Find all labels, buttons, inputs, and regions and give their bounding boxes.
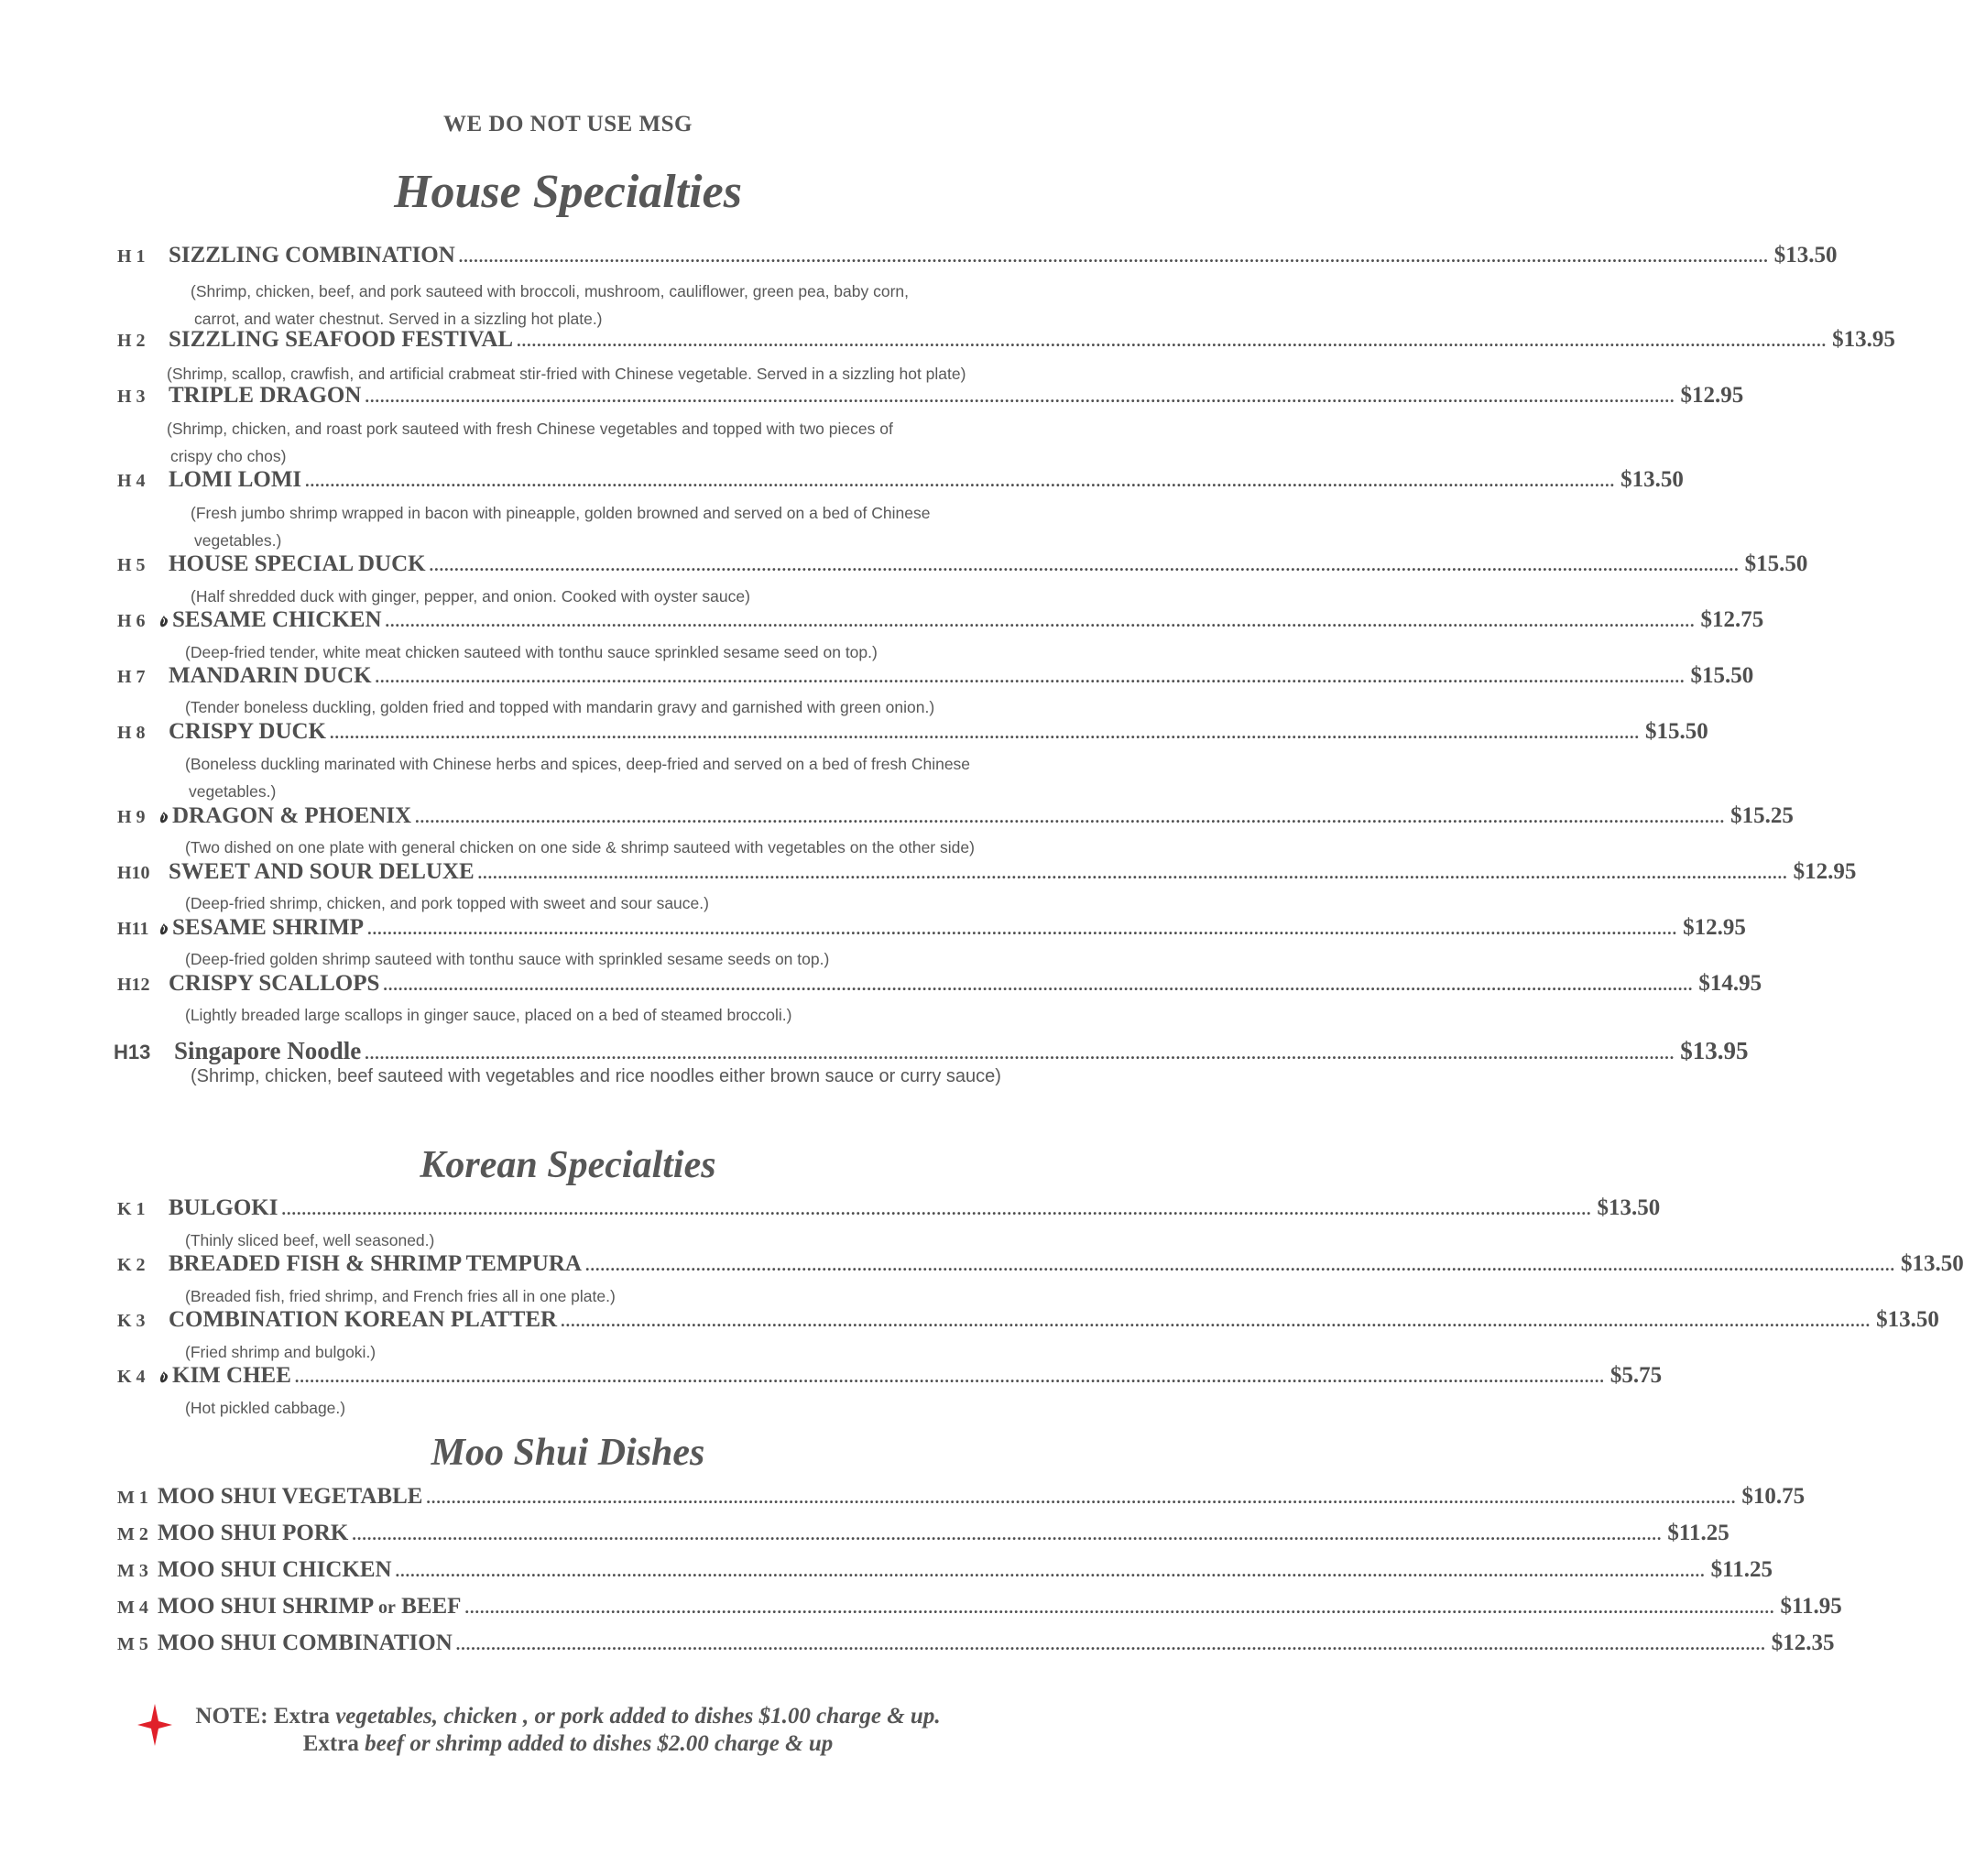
note-line-1-text: vegetables, chicken , or pork added to dishes $1.00 charge & up. [335, 1704, 941, 1729]
item-name-text: BREADED FISH & SHRIMP TEMPURA [169, 1251, 582, 1276]
item-price: $13.50 [1900, 1251, 1964, 1276]
item-name [172, 607, 382, 633]
item-price: $15.50 [1744, 551, 1808, 576]
dot-leader: .................................................................................................................................................................................................................................................................... [385, 612, 1696, 630]
item-code: M 1 [117, 1488, 148, 1508]
dot-leader: .................................................................................................................................................................................................................................................................... [455, 1635, 1766, 1653]
item-name [169, 467, 301, 493]
item-name-text: CRISPY DUCK [169, 719, 326, 744]
item-description-line: (Shrimp, chicken, beef sauteed with vegetables and rice noodles either brown sauce or curry sauce) [191, 1066, 1001, 1086]
item-price: $13.95 [1832, 327, 1895, 352]
item-price: $12.75 [1700, 607, 1764, 632]
item-name [158, 1521, 348, 1546]
item-price: $11.25 [1667, 1521, 1729, 1545]
note-line-2-text: beef or shrimp added to dishes $2.00 charge & up [365, 1731, 834, 1756]
item-price: $13.50 [1773, 243, 1838, 267]
dot-leader: .................................................................................................................................................................................................................................................................... [426, 1489, 1737, 1507]
item-description-line: (Lightly breaded large scallops in ginger sauce, placed on a bed of steamed broccoli.) [185, 1006, 792, 1024]
item-description-line: vegetables.) [189, 782, 277, 801]
item-code: H 3 [117, 387, 146, 407]
item-name-text: MANDARIN DUCK [169, 663, 372, 688]
house-specialties-title: House Specialties [394, 166, 742, 218]
item-description-line: (Half shredded duck with ginger, pepper, and onion. Cooked with oyster sauce) [191, 587, 750, 605]
moo-shui-item-5 [117, 1631, 1835, 1662]
item-name [169, 243, 455, 268]
house-item-3 [117, 383, 1744, 414]
item-name [169, 859, 475, 885]
item-description-line: (Fresh jumbo shrimp wrapped in bacon with pineapple, golden browned and served on a bed of Chinese [191, 504, 931, 522]
item-name [174, 1037, 361, 1065]
house-item-8 [117, 719, 1708, 750]
item-name-text: MOO SHUI VEGETABLE [158, 1484, 423, 1509]
item-code: M 3 [117, 1561, 148, 1581]
item-name-text: SIZZLING SEAFOOD FESTIVAL [169, 327, 514, 352]
hot-pepper-icon [159, 812, 169, 823]
spicy-indicator [156, 922, 169, 939]
item-name-text: MOO SHUI COMBINATION [158, 1631, 453, 1655]
item-name [172, 915, 364, 941]
item-code: H11 [117, 919, 149, 939]
dot-leader: .................................................................................................................................................................................................................................................................... [365, 1044, 1675, 1063]
item-code: M 4 [117, 1598, 148, 1618]
dot-leader: .................................................................................................................................................................................................................................................................... [352, 1525, 1663, 1543]
item-price: $15.50 [1690, 663, 1754, 688]
item-code: H 8 [117, 723, 146, 743]
item-code: H 9 [117, 807, 146, 827]
moo-shui-title: Moo Shui Dishes [431, 1432, 705, 1474]
item-name [169, 1251, 582, 1277]
item-price: $12.95 [1683, 915, 1746, 940]
dot-leader: .................................................................................................................................................................................................................................................................... [367, 920, 1678, 938]
item-name-text: MOO SHUI PORK [158, 1521, 349, 1545]
dot-leader: .................................................................................................................................................................................................................................................................... [561, 1312, 1871, 1330]
item-name [169, 1307, 557, 1333]
item-name [169, 663, 372, 689]
dot-leader: .................................................................................................................................................................................................................................................................... [477, 864, 1788, 882]
item-name-text: TRIPLE DRAGON [169, 383, 362, 408]
korean-item-1 [117, 1195, 1661, 1227]
hot-pepper-icon [159, 923, 169, 935]
item-code: H 6 [117, 611, 146, 631]
note-line-1 [0, 1704, 1136, 1729]
item-description-line: (Hot pickled cabbage.) [185, 1399, 346, 1417]
spicy-indicator [156, 615, 169, 631]
dot-leader: .................................................................................................................................................................................................................................................................... [584, 1256, 1895, 1274]
item-name-tail: BEEF [401, 1594, 462, 1619]
item-name-text: HOUSE SPECIAL DUCK [169, 551, 426, 576]
item-code: K 3 [117, 1311, 146, 1331]
item-name-text: CRISPY SCALLOPS [169, 971, 380, 996]
item-description-line: (Deep-fried golden shrimp sauteed with tonthu sauce with sprinkled sesame seeds on top.) [185, 950, 830, 968]
moo-shui-item-2 [117, 1521, 1729, 1552]
dot-leader: .................................................................................................................................................................................................................................................................... [294, 1368, 1605, 1386]
item-description-line: carrot, and water chestnut. Served in a sizzling hot plate.) [194, 310, 603, 328]
item-name-text: BULGOKI [169, 1195, 278, 1220]
item-name [158, 1557, 392, 1583]
item-name-text: KIM CHEE [172, 1363, 291, 1388]
item-description-line: (Two dished on one plate with general chicken on one side & shrimp sauteed with vegetables on the other side) [185, 838, 975, 856]
item-code: H 2 [117, 331, 146, 351]
house-item-10 [117, 859, 1857, 890]
moo-shui-item-3 [117, 1557, 1773, 1588]
item-price: $13.50 [1597, 1195, 1661, 1220]
item-description-line: (Shrimp, scallop, crawfish, and artificial crabmeat stir-fried with Chinese vegetable. Served in a sizzling hot plate) [167, 365, 966, 383]
item-name-text: SESAME CHICKEN [172, 607, 382, 632]
item-price: $10.75 [1741, 1484, 1806, 1509]
item-code: K 4 [117, 1367, 146, 1387]
house-item-2 [117, 327, 1895, 358]
item-code: H 4 [117, 471, 146, 491]
item-code: H10 [117, 863, 150, 883]
house-item-6 [117, 607, 1764, 638]
item-price: $12.35 [1771, 1631, 1835, 1655]
item-name-conjunction: or [378, 1598, 396, 1618]
item-description-line: (Shrimp, chicken, and roast pork sauteed with fresh Chinese vegetables and topped with two pieces of [167, 420, 893, 438]
dot-leader: .................................................................................................................................................................................................................................................................... [305, 472, 1616, 490]
item-price: $14.95 [1698, 971, 1762, 996]
moo-shui-item-4 [117, 1594, 1842, 1625]
item-code: H 1 [117, 246, 146, 267]
item-code: K 2 [117, 1255, 146, 1275]
item-name [169, 1195, 278, 1221]
dot-leader: .................................................................................................................................................................................................................................................................... [365, 387, 1675, 406]
no-msg-notice: WE DO NOT USE MSG [443, 112, 693, 136]
moo-shui-item-1 [117, 1484, 1806, 1515]
item-description-line: (Boneless duckling marinated with Chinese herbs and spices, deep-fried and served on a bed of fresh Chinese [185, 755, 971, 773]
item-name-text: SESAME SHRIMP [172, 915, 365, 940]
item-description-line: (Fried shrimp and bulgoki.) [185, 1343, 376, 1361]
house-item-9 [117, 803, 1794, 834]
item-code: M 2 [117, 1524, 148, 1544]
item-name-text: SIZZLING COMBINATION [169, 243, 455, 267]
dot-leader: .................................................................................................................................................................................................................................................................... [517, 332, 1828, 350]
note-line-2-label: Extra [302, 1731, 366, 1756]
dot-leader: .................................................................................................................................................................................................................................................................... [383, 976, 1694, 994]
house-item-7 [117, 663, 1754, 694]
note-line-2 [0, 1731, 1136, 1757]
item-name [172, 803, 411, 829]
dot-leader: .................................................................................................................................................................................................................................................................... [464, 1598, 1775, 1617]
item-description-line: crispy cho chos) [170, 447, 287, 465]
spicy-indicator [156, 811, 169, 827]
spicy-indicator [156, 1370, 169, 1387]
item-name [158, 1484, 422, 1510]
house-item-5 [117, 551, 1808, 583]
item-name-text: COMBINATION KOREAN PLATTER [169, 1307, 558, 1332]
item-description-line: (Thinly sliced beef, well seasoned.) [185, 1231, 435, 1249]
item-name [169, 327, 513, 353]
korean-specialties-title: Korean Specialties [420, 1144, 716, 1186]
item-code: H13 [114, 1041, 151, 1063]
item-code: H 5 [117, 555, 146, 575]
item-price: $15.50 [1645, 719, 1708, 744]
dot-leader: .................................................................................................................................................................................................................................................................... [458, 247, 1769, 266]
item-price: $13.95 [1680, 1037, 1749, 1064]
hot-pepper-icon [159, 1371, 169, 1383]
dot-leader: .................................................................................................................................................................................................................................................................... [429, 556, 1740, 574]
item-name [169, 719, 326, 745]
item-name [172, 1363, 291, 1389]
item-price: $15.25 [1730, 803, 1794, 828]
item-description-line: (Shrimp, chicken, beef, and pork sauteed with broccoli, mushroom, cauliflower, green pea, baby corn, [191, 282, 910, 300]
item-description-line: (Breaded fish, fried shrimp, and French fries all in one plate.) [185, 1287, 616, 1305]
hot-pepper-icon [159, 616, 169, 627]
item-name-text: Singapore Noodle [174, 1037, 362, 1064]
item-code: M 5 [117, 1634, 148, 1654]
item-name [158, 1594, 461, 1620]
korean-item-3 [117, 1307, 1939, 1338]
house-item-12 [117, 971, 1762, 1002]
item-name-text: SWEET AND SOUR DELUXE [169, 859, 475, 884]
dot-leader: .................................................................................................................................................................................................................................................................... [375, 668, 1686, 686]
item-price: $11.95 [1780, 1594, 1842, 1619]
item-description-line: (Deep-fried tender, white meat chicken sauteed with tonthu sauce sprinkled sesame seed on top.) [185, 643, 878, 661]
item-description-line: vegetables.) [194, 531, 282, 550]
item-price: $5.75 [1609, 1363, 1663, 1388]
korean-item-4 [117, 1363, 1663, 1394]
item-name [158, 1631, 453, 1656]
item-code: H 7 [117, 667, 146, 687]
item-price: $11.25 [1710, 1557, 1773, 1582]
item-price: $13.50 [1876, 1307, 1939, 1332]
item-name-text: MOO SHUI SHRIMP [158, 1594, 373, 1619]
dot-leader: .................................................................................................................................................................................................................................................................... [395, 1562, 1706, 1580]
item-name-text: LOMI LOMI [169, 467, 302, 492]
item-code: K 1 [117, 1199, 146, 1219]
item-name-text: DRAGON & PHOENIX [172, 803, 412, 828]
item-name-text: MOO SHUI CHICKEN [158, 1557, 392, 1582]
item-code: H12 [117, 975, 150, 995]
dot-leader: .................................................................................................................................................................................................................................................................... [330, 724, 1640, 742]
item-price: $12.95 [1793, 859, 1857, 884]
korean-item-2 [117, 1251, 1964, 1282]
dot-leader: .................................................................................................................................................................................................................................................................... [415, 808, 1726, 826]
dot-leader: .................................................................................................................................................................................................................................................................... [281, 1200, 1592, 1218]
item-price: $12.95 [1680, 383, 1744, 408]
house-item-1 [117, 243, 1838, 274]
house-item-4 [117, 467, 1684, 498]
house-item-11 [117, 915, 1746, 946]
item-description-line: (Deep-fried shrimp, chicken, and pork topped with sweet and sour sauce.) [185, 894, 709, 912]
note-line-1-label: NOTE: Extra [195, 1704, 336, 1729]
item-name [169, 551, 426, 577]
item-name [169, 971, 379, 997]
item-price: $13.50 [1620, 467, 1684, 492]
item-description-line: (Tender boneless duckling, golden fried and topped with mandarin gravy and garnished with green onion.) [185, 698, 935, 716]
item-name [169, 383, 361, 409]
